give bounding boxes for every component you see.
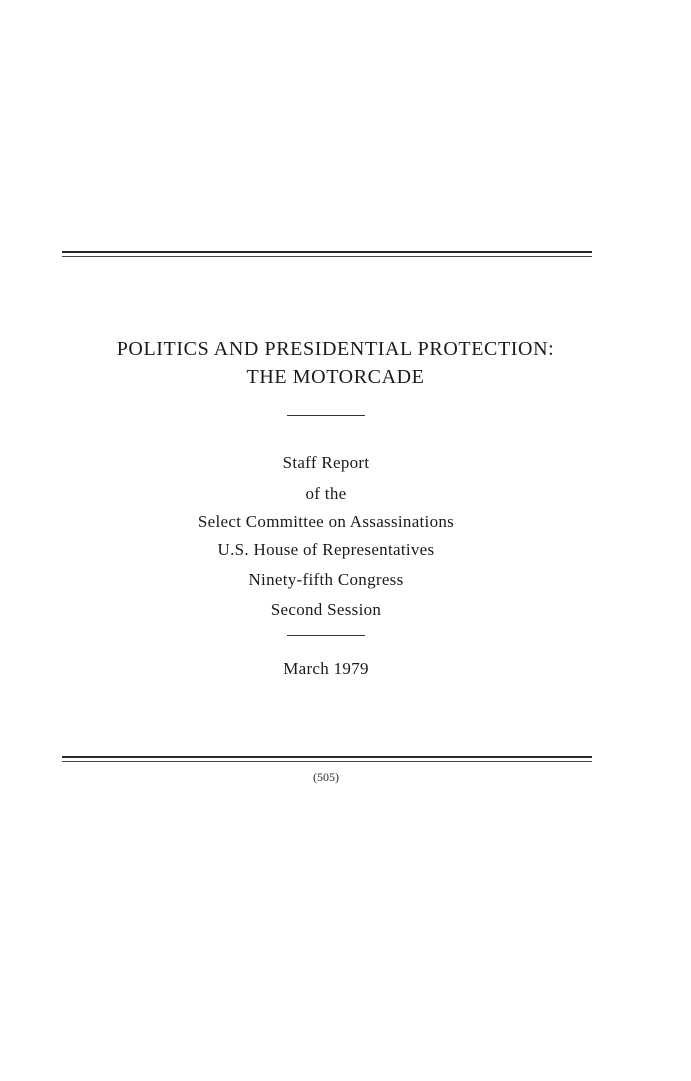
committee-name: Select Committee on Assassinations [197,512,455,531]
separator-rule-1 [287,415,365,416]
congress-name: Ninety-fifth Congress [248,570,404,589]
bottom-double-rule [62,756,592,762]
title-line-2: THE MOTORCADE [246,366,425,388]
session-name: Second Session [270,600,382,619]
title-line-1: POLITICS AND PRESIDENTIAL PROTECTION: [116,338,555,360]
house-name: U.S. House of Representatives [217,540,435,559]
of-the-text: of the [305,484,347,503]
top-double-rule [62,251,592,257]
report-type: Staff Report [282,453,370,472]
page-number: (505) [313,770,339,784]
separator-rule-2 [287,635,365,636]
report-date: March 1979 [283,659,369,678]
